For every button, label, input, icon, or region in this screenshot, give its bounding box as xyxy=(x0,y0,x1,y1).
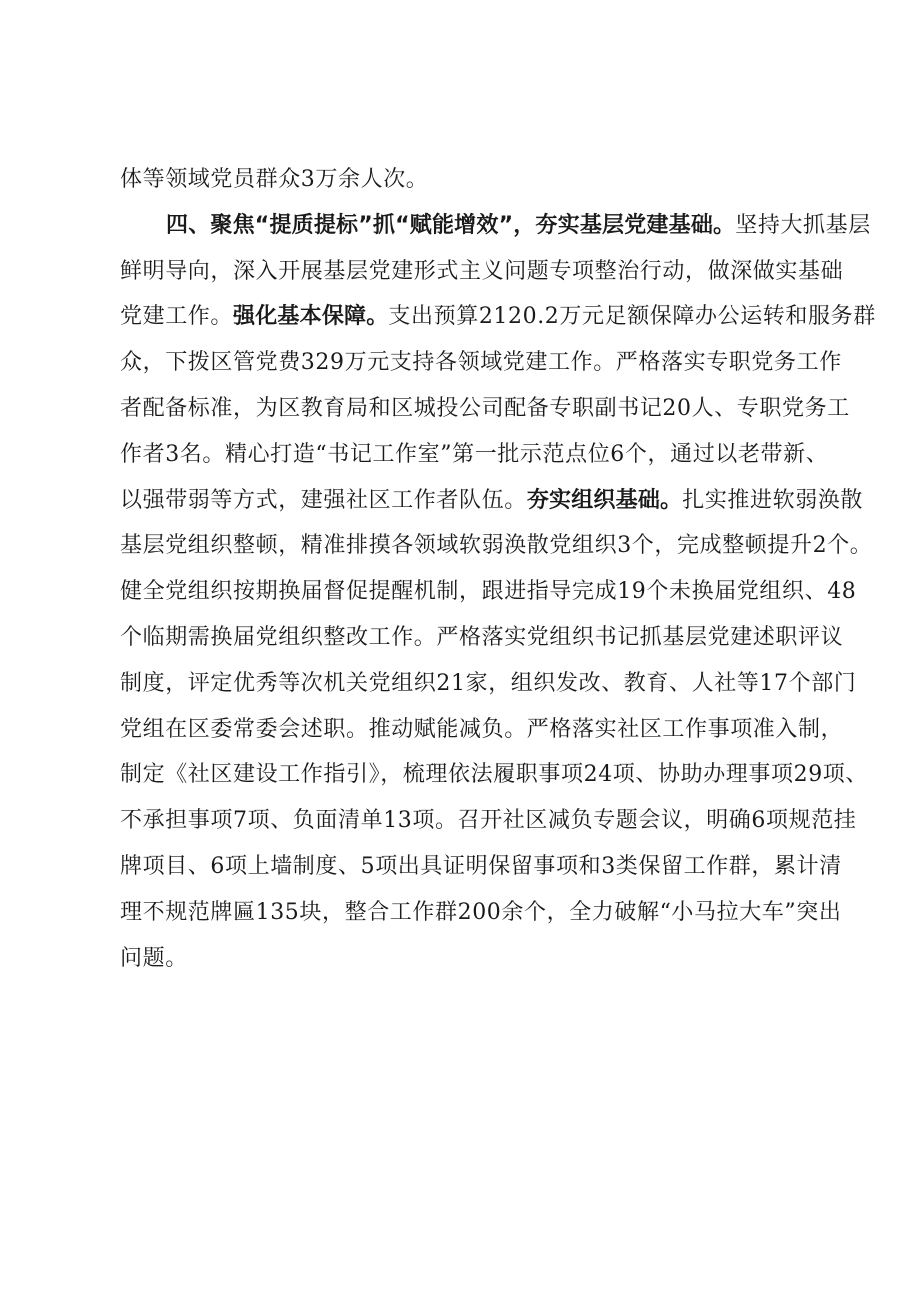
text-segment: 众，下拨区管党费329万元支持各领域党建工作。严格落实专职党务工作 xyxy=(120,350,842,376)
text-segment: 制度，评定优秀等次机关党组织21家，组织发改、教育、人社等17个部门 xyxy=(120,670,857,696)
text-segment: 党建工作。 xyxy=(120,304,234,330)
text-line xyxy=(120,433,829,477)
text-line xyxy=(120,479,864,523)
text-segment: 党组在区委常委会述职。推动赋能减负。严格落实社区工作事项准入制， xyxy=(120,716,844,742)
text-line xyxy=(120,158,820,202)
text-segment: 理不规范牌匾135块，整合工作群200余个，全力破解“小马拉大车”突出 xyxy=(120,899,842,925)
text-segment: 支出预算2120.2万元足额保障办公运转和服务群 xyxy=(388,304,876,330)
text-line xyxy=(120,524,873,568)
text-segment: 作者3名。精心打造“书记工作室”第一批示范点位6个，通过以老带新、 xyxy=(120,441,829,467)
bold-heading-segment: 夯实组织基础。 xyxy=(526,487,683,513)
text-line xyxy=(120,937,820,981)
bold-heading-segment: 四、聚焦“提质提标”抓“赋能增效”，夯实基层党建基础。 xyxy=(166,212,736,238)
bold-heading-segment: 强化基本保障。 xyxy=(233,304,389,330)
text-segment: 体等领域党员群众3万余人次。 xyxy=(120,167,429,192)
text-segment: 以强带弱等方式，建强社区工作者队伍。 xyxy=(120,487,527,513)
text-segment: 坚持大抓基层 xyxy=(735,212,871,238)
text-segment: 基层党组织整顿，精准排摸各领域软弱涣散党组织3个，完成整顿提升2个。 xyxy=(120,533,873,559)
text-segment: 扎实推进软弱涣散 xyxy=(682,487,864,513)
text-segment: 者配备标准，为区教育局和区城投公司配备专职副书记20人、专职党务工 xyxy=(120,396,850,421)
text-line xyxy=(120,799,857,843)
text-segment: 不承担事项7项、负面清单13项。召开社区减负专题会议，明确6项规范挂 xyxy=(120,808,857,834)
text-segment: 牌项目、6项上墙制度、5项出具证明保留事项和3类保留工作群，累计清 xyxy=(120,854,842,879)
text-segment: 鲜明导向，深入开展基层党建形式主义问题专项整治行动，做深做实基础 xyxy=(120,258,844,284)
text-segment: 健全党组织按期换届督促提醒机制，跟进指导完成19个未换届党组织、48 xyxy=(120,579,857,605)
text-segment: 问题。 xyxy=(120,945,188,971)
text-line xyxy=(120,662,857,706)
text-line xyxy=(120,250,844,294)
text-line xyxy=(120,616,844,660)
text-line xyxy=(120,387,850,431)
text-line xyxy=(120,341,842,385)
text-line xyxy=(166,204,871,248)
text-line xyxy=(120,708,844,752)
text-line xyxy=(120,295,876,339)
text-line xyxy=(120,753,868,797)
text-line xyxy=(120,845,842,889)
text-line xyxy=(120,570,857,614)
text-line xyxy=(120,891,842,935)
text-segment: 制定《社区建设工作指引》，梳理依法履职事项24项、协助办理事项29项、 xyxy=(120,762,868,788)
text-segment: 个临期需换届党组织整改工作。严格落实党组织书记抓基层党建述职评议 xyxy=(120,625,844,650)
